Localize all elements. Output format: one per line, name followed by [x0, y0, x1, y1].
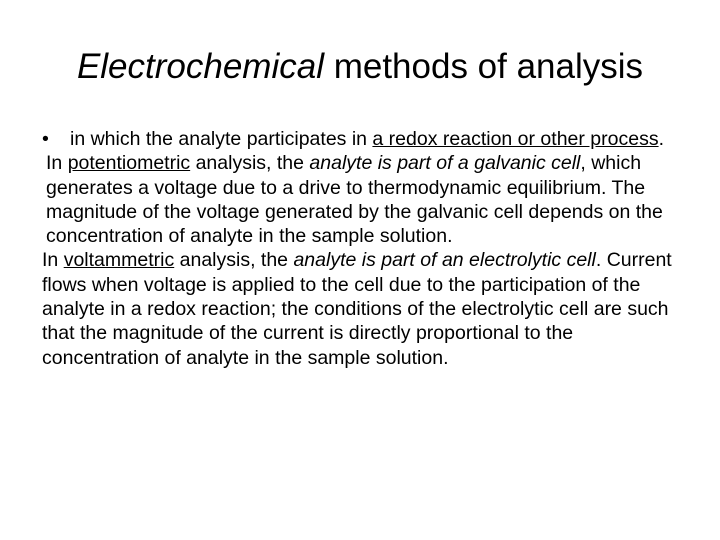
voltammetric-italic: analyte is part of an electrolytic cell — [293, 249, 596, 272]
slide-title — [0, 44, 720, 90]
title-rest: methods of analysis — [323, 47, 644, 86]
potentiometric-lead: In — [46, 152, 68, 175]
potentiometric-paragraph — [42, 151, 682, 248]
voltammetric-term: voltammetric — [63, 249, 175, 272]
potentiometric-italic: analyte is part of a galvanic cell — [309, 152, 581, 175]
slide-body — [42, 127, 682, 370]
bullet-text-before: in which the analyte participates in — [70, 128, 373, 150]
potentiometric-rest: , which generates a voltage due to a drive to thermodynamic equilibrium. The magnitude of the voltage generated by the galvanic cell depends on the concentration of analyte in the sample solution. — [46, 152, 663, 248]
potentiometric-mid: analysis, the — [190, 152, 310, 175]
bullet-text-after: . — [658, 128, 664, 150]
title-italic-part: Electrochemical — [76, 47, 324, 86]
bullet-underlined-text: a redox reaction or other process — [372, 128, 659, 150]
voltammetric-mid: analysis, the — [174, 249, 294, 272]
voltammetric-rest: . Current flows when voltage is applied to the cell due to the participation of the analyte in a redox reaction; the conditions of the electrolytic cell are such that the magnitude of the current is directly proportional to the concentration of analyte in the sample solution. — [42, 249, 672, 369]
voltammetric-lead: In — [42, 249, 64, 272]
voltammetric-paragraph — [42, 248, 682, 369]
bullet-marker: • — [42, 128, 49, 150]
potentiometric-term: potentiometric — [67, 152, 191, 175]
bullet-item — [42, 127, 682, 151]
